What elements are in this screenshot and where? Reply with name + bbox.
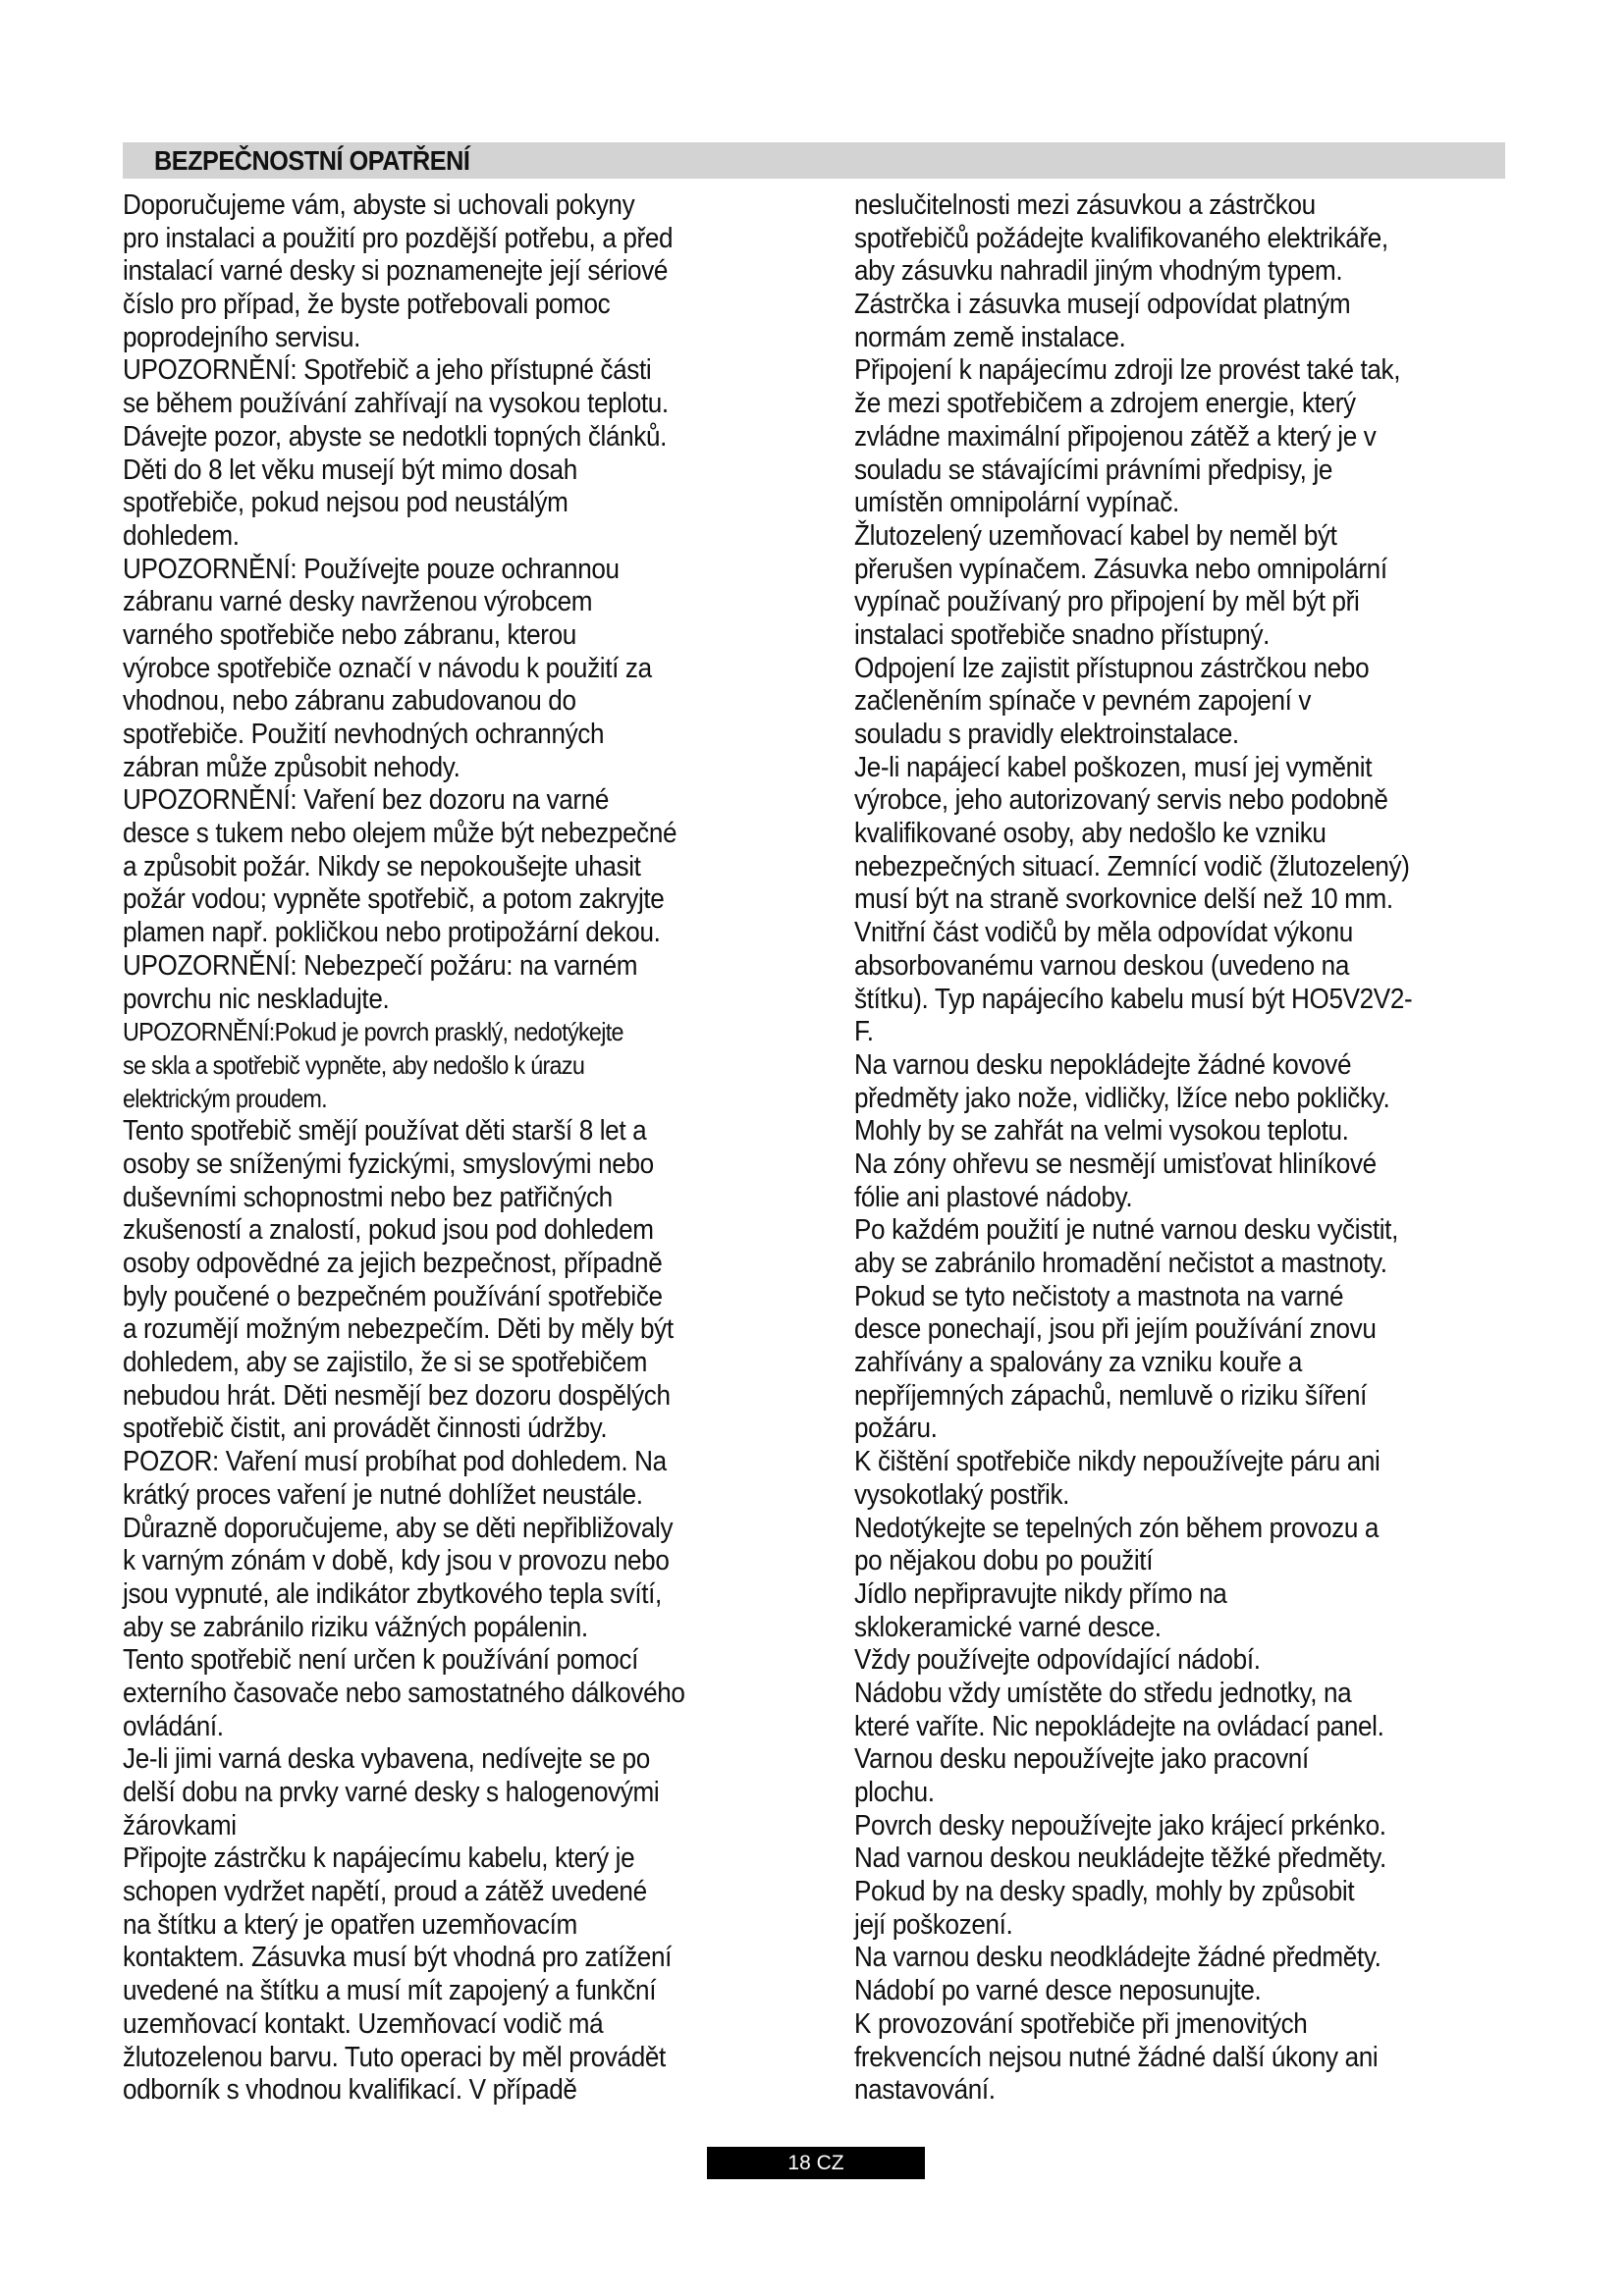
text-line: dohledem, aby se zajistilo, že si se spotřebičem (123, 1347, 647, 1379)
text-line: Připojení k napájecímu zdroji lze provést také tak, (854, 354, 1401, 387)
text-line: nastavování. (854, 2074, 996, 2107)
text-line: Žlutozelený uzemňovací kabel by neměl být (854, 519, 1337, 552)
text-line: číslo pro případ, že byste potřebovali pomoc (123, 289, 611, 321)
text-line: povrchu nic neskladujte. (123, 983, 390, 1015)
text-line: spotřebičů požádejte kvalifikovaného elektrikáře, (854, 222, 1388, 254)
text-line: jsou vypnuté, ale indikátor zbytkového tepla svítí, (123, 1577, 662, 1610)
text-line: spotřebiče, pokud nejsou pod neustálým (123, 487, 568, 519)
text-line: Je-li jimi varná deska vybavena, nedívejte se po (123, 1743, 650, 1776)
text-line: delší dobu na prvky varné desky s halogenovými (123, 1777, 660, 1808)
text-line: Nádobu vždy umístěte do středu jednotky, na (854, 1677, 1352, 1709)
text-line: vysokotlaký postřik. (854, 1478, 1070, 1511)
text-line: zábran může způsobit nehody. (123, 751, 460, 783)
text-line: pro instalaci a použití pro pozdější potřebu, a před (123, 222, 674, 254)
text-line: UPOZORNĚNÍ: Vaření bez dozoru na varné (123, 784, 610, 817)
text-line: žárovkami (123, 1809, 237, 1842)
text-line: Mohly by se zahřát na velmi vysokou teplotu. (854, 1115, 1349, 1148)
text-line: spotřebiče. Použití nevhodných ochranných (123, 719, 605, 750)
text-line: frekvencích nejsou nutné žádné další úkony ani (854, 2041, 1379, 2073)
text-line: elektrickým proudem. (123, 1083, 327, 1113)
text-line: Vnitřní část vodičů by měla odpovídat výkonu (854, 917, 1353, 949)
text-line: vypínač používaný pro připojení by měl být při (854, 586, 1360, 618)
text-line: Jídlo nepřipravujte nikdy přímo na (854, 1577, 1227, 1610)
text-line: varného spotřebiče nebo zábranu, kterou (123, 618, 576, 651)
text-line: Varnou desku nepoužívejte jako pracovní (854, 1743, 1309, 1776)
text-line: aby se zabránilo hromadění nečistot a mastnoty. (854, 1248, 1387, 1279)
text-line: Důrazně doporučujeme, aby se děti nepřibližovaly (123, 1512, 674, 1544)
text-line: zkušeností a znalostí, pokud jsou pod dohledem (123, 1214, 654, 1247)
text-line: duševními schopnostmi nebo bez patřičných (123, 1181, 613, 1213)
left-text-column (123, 189, 810, 2108)
text-line: dohledem. (123, 519, 240, 552)
text-line: externího časovače nebo samostatného dálkového (123, 1677, 685, 1709)
text-line: UPOZORNĚNÍ:Pokud je povrch prasklý, nedotýkejte (123, 1017, 623, 1047)
section-title: BEZPEČNOSTNÍ OPATŘENÍ (154, 145, 470, 176)
text-line: k varným zónám v době, kdy jsou v provozu nebo (123, 1545, 670, 1577)
text-line: UPOZORNĚNÍ: Používejte pouze ochrannou (123, 553, 620, 585)
text-line: byly poučené o bezpečném používání spotřebiče (123, 1280, 663, 1312)
text-line: Děti do 8 let věku musejí být mimo dosah (123, 454, 577, 486)
text-line: Je-li napájecí kabel poškozen, musí jej vyměnit (854, 751, 1373, 783)
text-line: Tento spotřebič smějí používat děti starší 8 let a (123, 1115, 647, 1148)
right-text-column (854, 189, 1532, 2108)
text-line: krátký proces vaření je nutné dohlížet neustále. (123, 1478, 643, 1511)
text-line: kvalifikované osoby, aby nedošlo ke vzniku (854, 818, 1326, 850)
text-line: umístěn omnipolární vypínač. (854, 487, 1179, 519)
text-line: Nad varnou deskou neukládejte těžké předměty. (854, 1842, 1386, 1875)
text-line: a způsobit požár. Nikdy se nepokoušejte uhasit (123, 850, 641, 882)
text-line: požáru. (854, 1413, 938, 1445)
text-line: K provozování spotřebiče při jmenovitých (854, 2007, 1308, 2040)
text-line: Pokud by na desky spadly, mohly by způsobit (854, 1876, 1355, 1908)
text-line: musí být na straně svorkovnice delší než 10 mm. (854, 883, 1393, 916)
text-line: vhodnou, nebo zábranu zabudovanou do (123, 685, 576, 718)
text-line: které vaříte. Nic nepokládejte na ovládací panel. (854, 1710, 1384, 1742)
text-line: kontaktem. Zásuvka musí být vhodná pro zatížení (123, 1942, 673, 1974)
text-line: a rozumějí možným nebezpečím. Děti by měly být (123, 1313, 674, 1346)
text-line: K čištění spotřebiče nikdy nepoužívejte páru ani (854, 1446, 1380, 1478)
text-line: Tento spotřebič není určen k používání pomocí (123, 1644, 638, 1677)
text-line: fólie ani plastové nádoby. (854, 1181, 1133, 1213)
text-line: uvedené na štítku a musí mít zapojený a funkční (123, 1975, 657, 2007)
text-line: nebudou hrát. Děti nesmějí bez dozoru dospělých (123, 1379, 671, 1412)
text-line: desce s tukem nebo olejem může být nebezpečné (123, 818, 677, 850)
text-line: schopen vydržet napětí, proud a zátěž uvedené (123, 1876, 647, 1908)
text-line: požár vodou; vypněte spotřebič, a potom zakryjte (123, 883, 665, 916)
text-line: uzemňovací kontakt. Uzemňovací vodič má (123, 2007, 604, 2040)
text-line: Nádobí po varné desce neposunujte. (854, 1975, 1262, 2007)
text-line: předměty jako nože, vidličky, lžíce nebo pokličky. (854, 1082, 1390, 1114)
text-line: aby zásuvku nahradil jiným vhodným typem. (854, 255, 1343, 288)
text-line: nepříjemných zápachů, nemluvě o riziku šíření (854, 1379, 1368, 1412)
text-line: Doporučujeme vám, abyste si uchovali pokyny (123, 189, 635, 221)
text-line: po nějakou dobu po použití (854, 1545, 1154, 1577)
text-line: odborník s vhodnou kvalifikací. V případě (123, 2074, 577, 2107)
text-line: Pokud se tyto nečistoty a mastnota na varné (854, 1280, 1344, 1312)
text-line: její poškození. (854, 1908, 1013, 1941)
text-line: ovládání. (123, 1710, 224, 1742)
text-line: UPOZORNĚNÍ: Spotřebič a jeho přístupné části (123, 354, 652, 387)
text-line: plochu. (854, 1777, 935, 1808)
text-line: plamen např. pokličkou nebo protipožární dekou. (123, 917, 661, 949)
text-line: aby se zabránilo riziku vážných popálenin. (123, 1611, 588, 1643)
text-line: poprodejního servisu. (123, 321, 361, 353)
text-line: zvládne maximální připojenou zátěž a který je v (854, 420, 1377, 453)
text-line: Zástrčka i zásuvka musejí odpovídat platným (854, 289, 1351, 321)
text-line: se skla a spotřebič vypněte, aby nedošlo k úrazu (123, 1049, 585, 1080)
text-line: Odpojení lze zajistit přístupnou zástrčkou nebo (854, 652, 1370, 684)
text-line: neslučitelnosti mezi zásuvkou a zástrčkou (854, 189, 1316, 221)
text-line: spotřebič čistit, ani provádět činnosti údržby. (123, 1413, 608, 1445)
text-line: Na varnou desku neodkládejte žádné předměty. (854, 1942, 1381, 1974)
text-line: absorbovanému varnou deskou (uvedeno na (854, 949, 1349, 982)
text-line: nebezpečných situací. Zemnící vodič (žlutozelený) (854, 850, 1410, 882)
text-line: instalací varné desky si poznamenejte její sériové (123, 255, 669, 288)
text-line: POZOR: Vaření musí probíhat pod dohledem. Na (123, 1446, 667, 1478)
text-line: F. (854, 1016, 874, 1048)
text-line: štítku). Typ napájecího kabelu musí být HO5V2V2- (854, 983, 1413, 1015)
text-line: Na varnou desku nepokládejte žádné kovové (854, 1048, 1352, 1081)
text-line: sklokeramické varné desce. (854, 1611, 1162, 1643)
text-line: zahřívány a spalovány za vzniku kouře a (854, 1347, 1303, 1379)
text-line: osoby se sníženými fyzickými, smyslovými nebo (123, 1148, 654, 1180)
text-line: výrobce spotřebiče označí v návodu k použití za (123, 652, 652, 684)
text-line: na štítku a který je opatřen uzemňovacím (123, 1908, 577, 1941)
text-line: zábranu varné desky navrženou výrobcem (123, 586, 593, 618)
text-line: přerušen vypínačem. Zásuvka nebo omnipolární (854, 553, 1387, 585)
text-line: Po každém použití je nutné varnou desku vyčistit, (854, 1214, 1398, 1247)
text-line: Vždy používejte odpovídající nádobí. (854, 1644, 1261, 1677)
text-line: Připojte zástrčku k napájecímu kabelu, který je (123, 1842, 635, 1875)
text-line: UPOZORNĚNÍ: Nebezpečí požáru: na varném (123, 949, 638, 982)
text-line: Nedotýkejte se tepelných zón během provozu a (854, 1512, 1380, 1544)
section-header-bar (123, 142, 1505, 179)
text-line: výrobce, jeho autorizovaný servis nebo podobně (854, 784, 1388, 817)
text-line: se během používání zahřívají na vysokou teplotu. (123, 388, 669, 420)
text-line: Dávejte pozor, abyste se nedotkli topných článků. (123, 420, 668, 453)
text-line: žlutozelenou barvu. Tuto operaci by měl provádět (123, 2041, 666, 2073)
text-line: instalaci spotřebiče snadno přístupný. (854, 618, 1271, 651)
text-line: souladu s pravidly elektroinstalace. (854, 719, 1239, 750)
text-line: desce ponechají, jsou při jejím používání znovu (854, 1313, 1377, 1346)
text-line: Povrch desky nepoužívejte jako krájecí prkénko. (854, 1809, 1386, 1842)
text-line: Na zóny ohřevu se nesmějí umisťovat hliníkové (854, 1148, 1377, 1180)
text-line: souladu se stávajícími právními předpisy, je (854, 454, 1333, 486)
text-line: začleněním spínače v pevném zapojení v (854, 685, 1312, 718)
page-number-badge: 18 CZ (707, 2147, 925, 2179)
text-line: osoby odpovědné za jejich bezpečnost, případně (123, 1248, 663, 1279)
text-line: že mezi spotřebičem a zdrojem energie, který (854, 388, 1356, 420)
text-line: normám země instalace. (854, 321, 1126, 353)
